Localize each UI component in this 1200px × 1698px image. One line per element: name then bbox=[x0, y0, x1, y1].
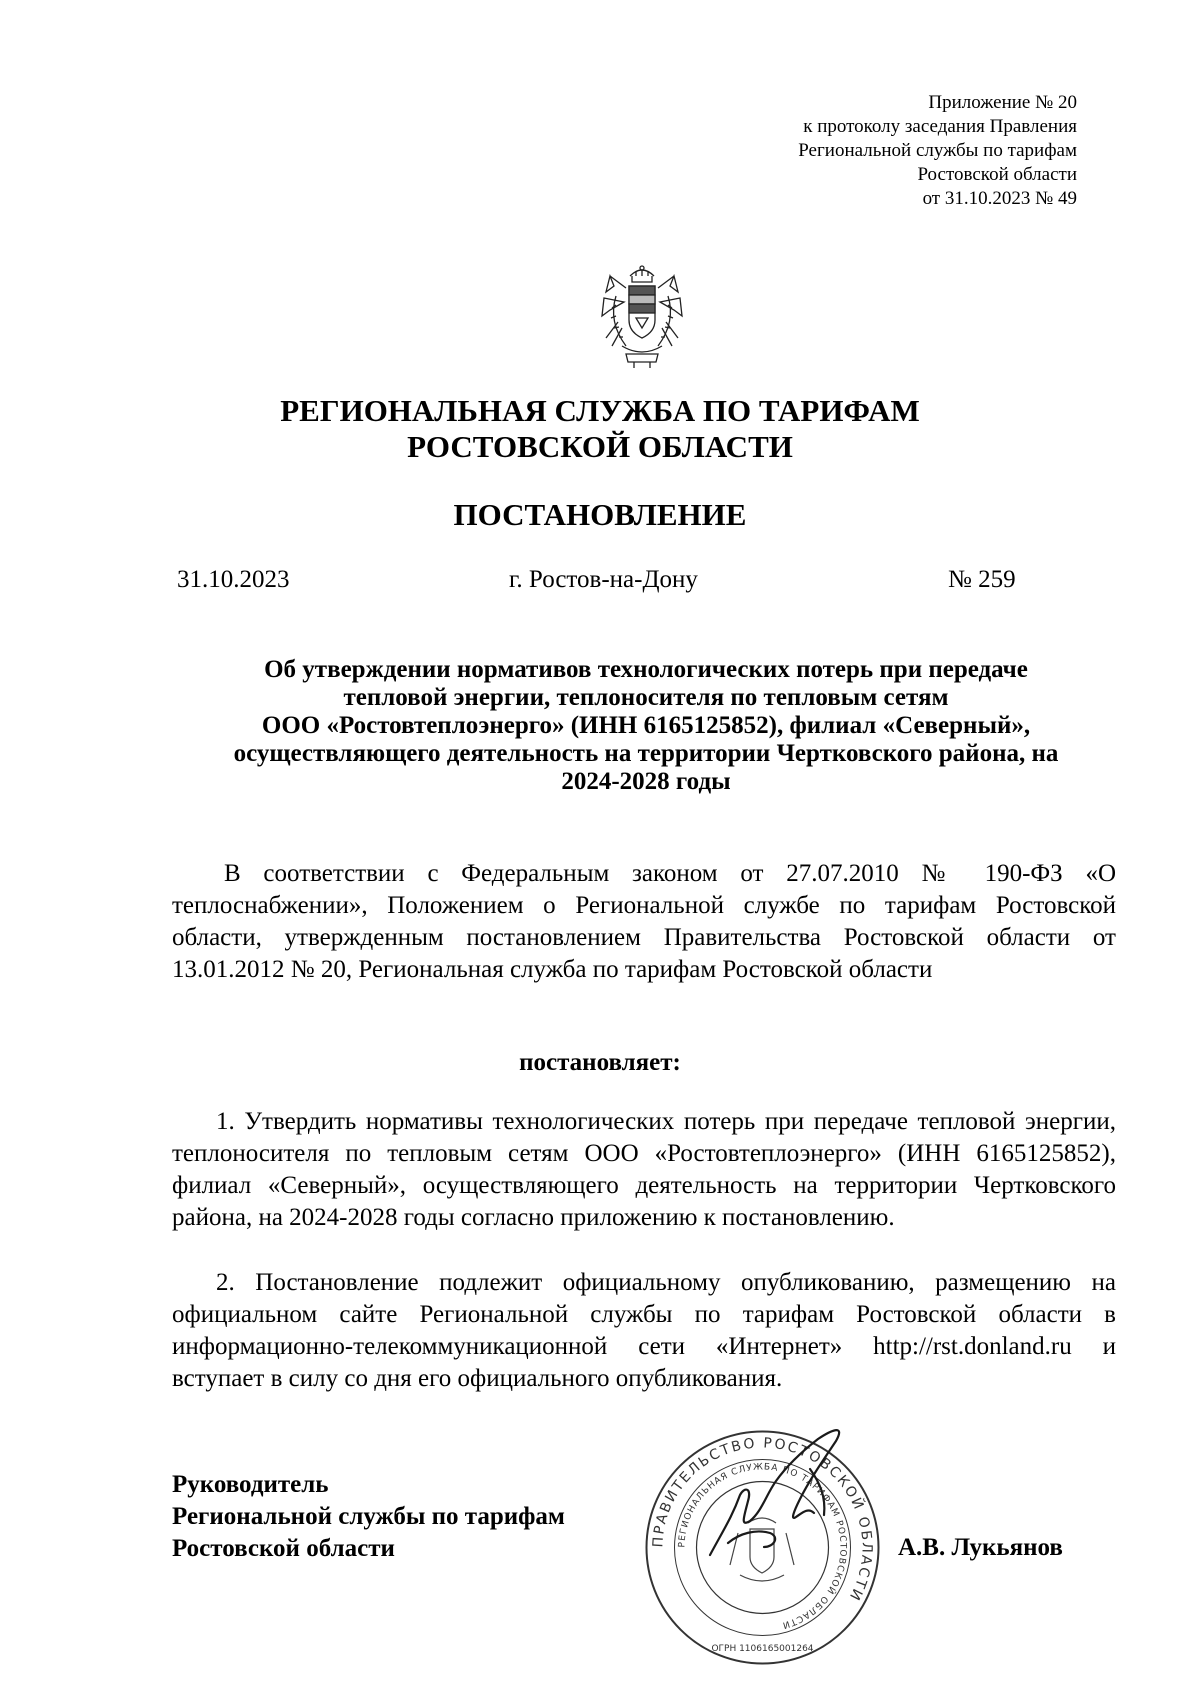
organization-title-line: РОСТОВСКОЙ ОБЛАСТИ bbox=[407, 429, 793, 464]
signer-title-line: Руководитель bbox=[172, 1471, 329, 1498]
annex-line: к протоколу заседания Правления bbox=[803, 116, 1077, 137]
document-type: ПОСТАНОВЛЕНИЕ bbox=[453, 497, 747, 532]
organization-title bbox=[0, 393, 1200, 465]
subject-line: 2024-2028 годы bbox=[561, 768, 731, 795]
annex-note bbox=[798, 91, 1077, 211]
signer-name: А.В. Лукьянов bbox=[898, 1534, 1063, 1561]
subject-line: осуществляющего деятельность на территории Чертковского района, на bbox=[233, 740, 1059, 767]
resolution-item-2: 2. Постановление подлежит официальному опубликованию, размещению на официальном сайте Региональной службы по тарифам Ростовской области в информационно-телекоммуникационной сети «Интернет» http://rst.donland.ru и вступает в силу со дня его официального опубликования. bbox=[172, 1269, 1116, 1392]
annex-line: Региональной службы по тарифам bbox=[798, 140, 1077, 161]
svg-text:РЕГИОНАЛЬНАЯ СЛУЖБА ПО ТАРИФАМ bbox=[677, 1462, 847, 1630]
document-number: № 259 bbox=[948, 566, 1016, 593]
resolution-item-1: 1. Утвердить нормативы технологических потерь при передаче тепловой энергии, теплоносителя по тепловым сетям ООО «Ростовтеплоэнерго» (ИНН 6165125852), филиал «Северный», осуществляющего деятельность на территории Чертковского района, на 2024-2028 годы согласно приложению к постановлению. bbox=[172, 1108, 1116, 1231]
coat-of-arms-icon bbox=[596, 262, 688, 370]
subject-line: Об утверждении нормативов технологических потерь при передаче bbox=[264, 656, 1028, 683]
seal-inner-text: РЕГИОНАЛЬНАЯ СЛУЖБА ПО ТАРИФАМ РОСТОВСКОЙ ОБЛАСТИ bbox=[677, 1462, 848, 1630]
annex-line: Приложение № 20 bbox=[928, 92, 1077, 113]
signer-title-line: Ростовской области bbox=[172, 1535, 395, 1562]
annex-line: от 31.10.2023 № 49 bbox=[922, 188, 1077, 209]
document-city: г. Ростов-на-Дону bbox=[509, 566, 698, 593]
annex-line: Ростовской области bbox=[917, 164, 1077, 185]
signer-title-line: Региональной службы по тарифам bbox=[172, 1503, 565, 1530]
subject-line: ООО «Ростовтеплоэнерго» (ИНН 6165125852), филиал «Северный», bbox=[261, 712, 1031, 739]
seal-outer-text: ПРАВИТЕЛЬСТВО РОСТОВСКОЙ ОБЛАСТИ bbox=[650, 1435, 875, 1605]
seal-ogrn-text: ОГРН 1106165001264 bbox=[711, 1644, 814, 1654]
signer-title bbox=[172, 1469, 565, 1565]
official-seal-icon bbox=[640, 1425, 885, 1670]
subject-line: тепловой энергии, теплоносителя по тепловым сетям bbox=[343, 684, 949, 711]
document-date: 31.10.2023 bbox=[177, 566, 290, 593]
document-subject bbox=[172, 656, 1120, 796]
organization-title-line: РЕГИОНАЛЬНАЯ СЛУЖБА ПО ТАРИФАМ bbox=[280, 393, 920, 428]
resolves-heading: постановляет: bbox=[519, 1049, 681, 1076]
intro-paragraph: В соответствии с Федеральным законом от 27.07.2010 № 190-ФЗ «О теплоснабжении», Положением о Региональной службе по тарифам Ростовской области, утвержденным постановлением Правительства Ростовской области от 13.01.2012 № 20, Региональная служба по тарифам Ростовской области bbox=[172, 860, 1116, 983]
